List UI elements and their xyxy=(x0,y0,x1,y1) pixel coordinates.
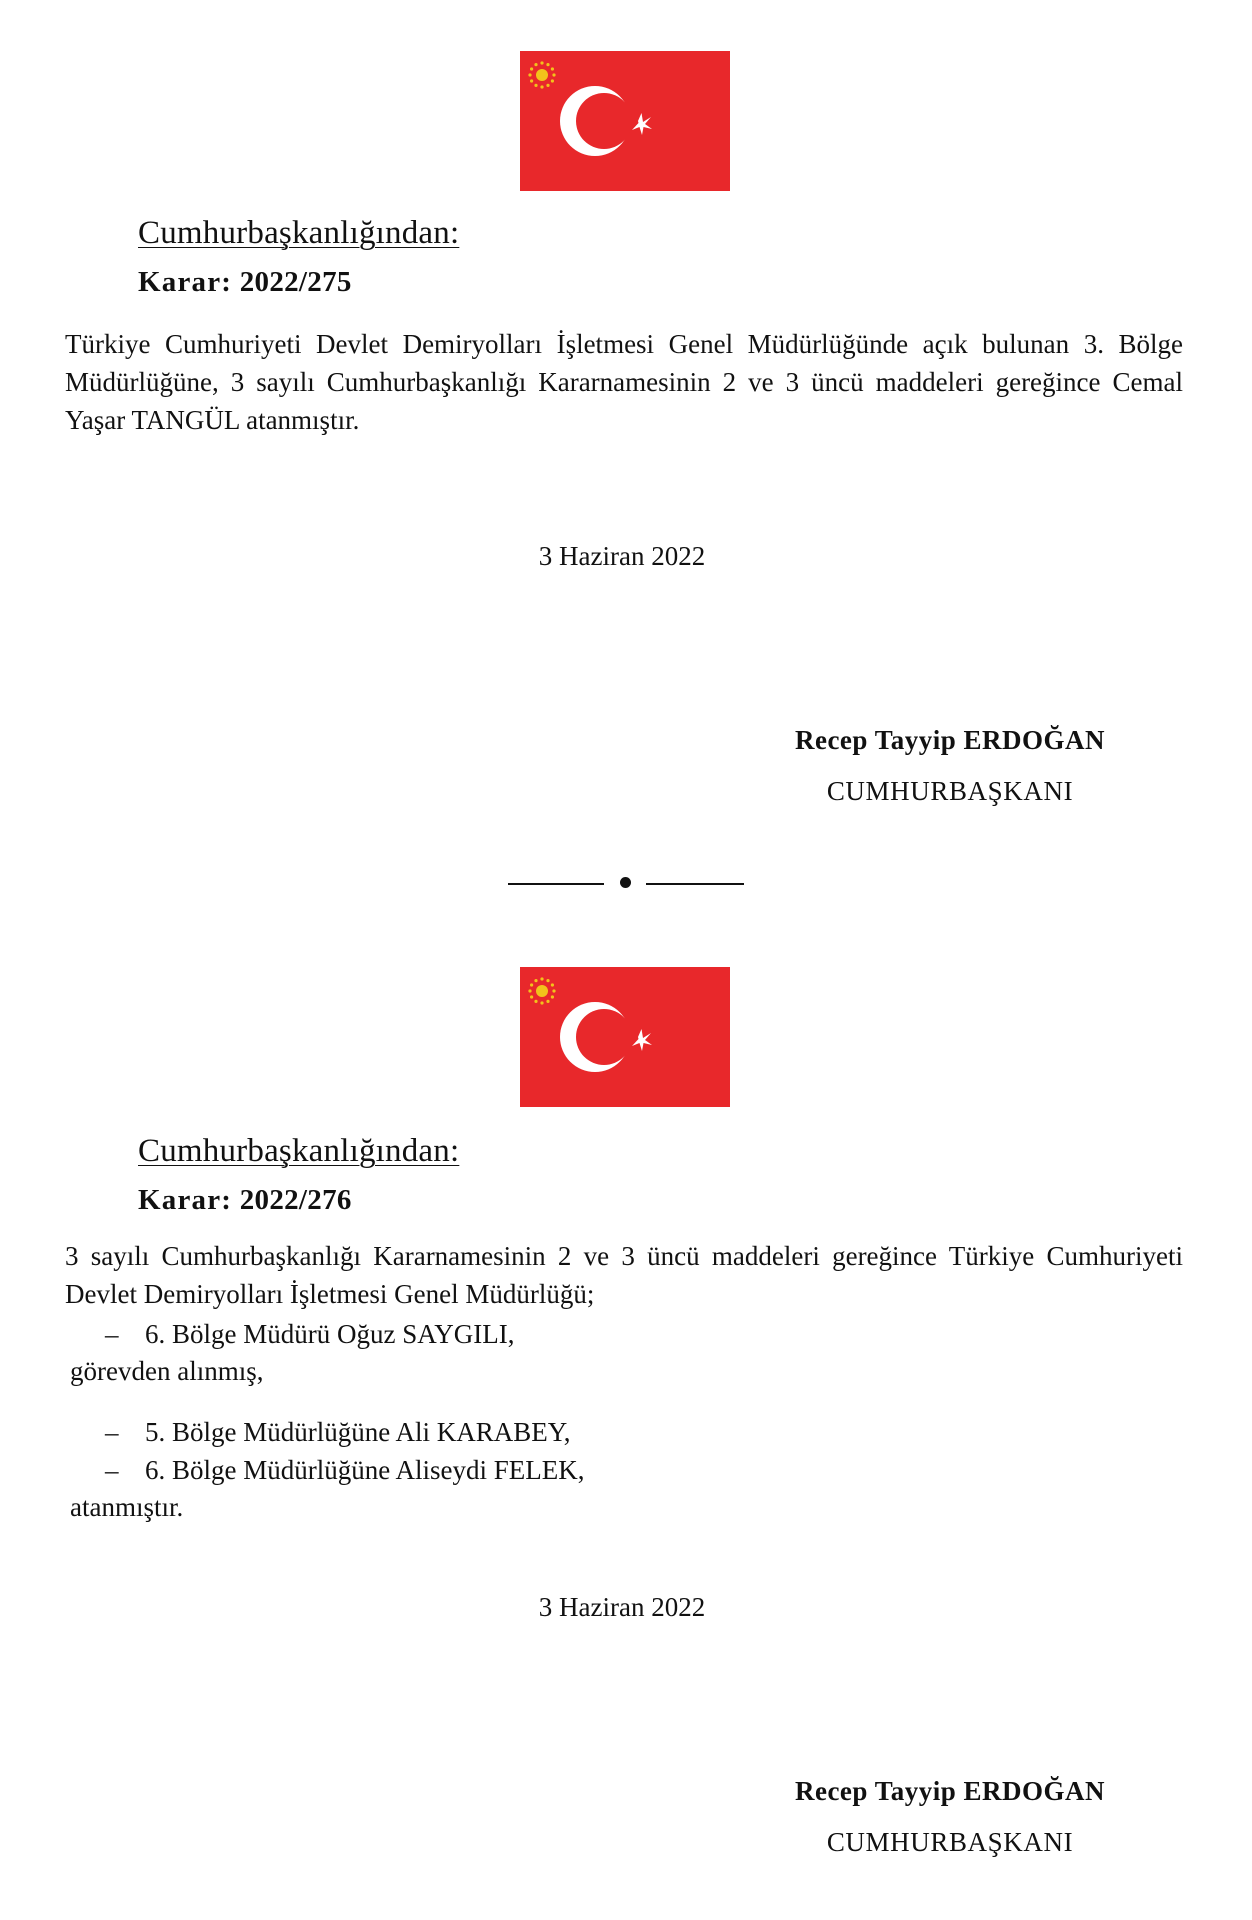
separator-icon xyxy=(508,872,748,894)
dismissed-item: 6. Bölge Müdürü Oğuz SAYGILI, xyxy=(145,1319,515,1349)
list-item: – 5. Bölge Müdürlüğüne Ali KARABEY, xyxy=(105,1417,571,1447)
decision-label: Karar: xyxy=(138,266,233,298)
appointed-item: 6. Bölge Müdürlüğüne Aliseydi FELEK, xyxy=(145,1455,585,1485)
decision-number-line xyxy=(138,266,352,299)
decision-number: 2022/276 xyxy=(239,1184,352,1216)
issuing-authority: Cumhurbaşkanlığından: xyxy=(138,215,460,251)
dismissed-text: görevden alınmış, xyxy=(70,1356,264,1386)
appointed-text: atanmıştır. xyxy=(70,1492,184,1522)
signer-title: CUMHURBAŞKANI xyxy=(826,1827,1074,1857)
signer-title: CUMHURBAŞKANI xyxy=(826,776,1074,806)
presidential-flag-icon xyxy=(520,51,730,191)
decision-body: 3 sayılı Cumhurbaşkanlığı Kararnamesinin 2 ve 3 üncü maddeleri gereğince Türkiye Cumhuriyeti Devlet Demiryolları İşletmesi Genel Müdürlüğü; xyxy=(65,1241,1183,1309)
list-item: – 6. Bölge Müdürü Oğuz SAYGILI, xyxy=(105,1319,515,1349)
decision-date: 3 Haziran 2022 xyxy=(538,1592,706,1622)
signature-block xyxy=(700,725,1200,807)
decision-number: 2022/275 xyxy=(239,266,352,298)
list-item: – 6. Bölge Müdürlüğüne Aliseydi FELEK, xyxy=(105,1455,585,1485)
appointed-item: 5. Bölge Müdürlüğüne Ali KARABEY, xyxy=(145,1417,571,1447)
decision-body: Türkiye Cumhuriyeti Devlet Demiryolları İşletmesi Genel Müdürlüğünde açık bulunan 3. Bölge Müdürlüğüne, 3 sayılı Cumhurbaşkanlığı Kararnamesinin 2 ve 3 üncü maddeleri gereğince Cemal Yaşar TANGÜL atanmıştır. xyxy=(65,329,1183,435)
presidential-flag-icon xyxy=(520,967,730,1107)
signer-name: Recep Tayyip ERDOĞAN xyxy=(794,1776,1106,1806)
signer-name: Recep Tayyip ERDOĞAN xyxy=(794,725,1106,755)
signature-block xyxy=(700,1776,1200,1858)
decision-date: 3 Haziran 2022 xyxy=(538,541,706,571)
decision-label: Karar: xyxy=(138,1184,233,1216)
decision-number-line xyxy=(138,1184,352,1217)
issuing-authority: Cumhurbaşkanlığından: xyxy=(138,1133,460,1169)
